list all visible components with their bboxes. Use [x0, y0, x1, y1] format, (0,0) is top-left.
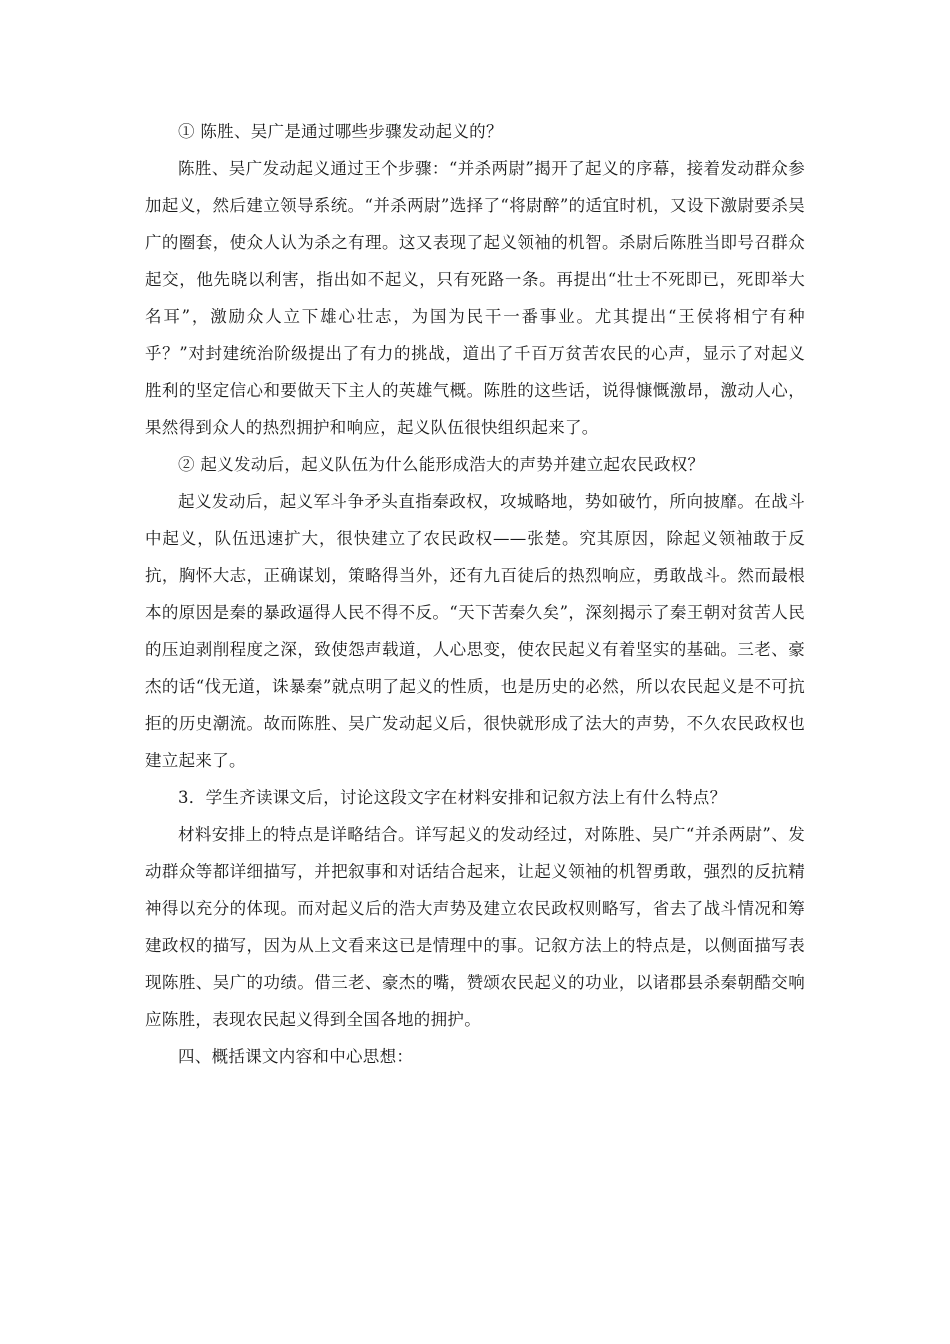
question-2: ② 起义发动后，起义队伍为什么能形成浩大的声势并建立起农民政权？	[178, 455, 705, 474]
answer-2: 起义发动后，起义军斗争矛头直指秦政权，攻城略地，势如破竹，所向披靡。在战斗中起义，队伍迅速扩大，很快建立了农民政权——张楚。究其原因，除起义领袖敢于反抗，胸怀大志，正确谋划，策略得当外，还有九百徒后的热烈响应，勇敢战斗。然而最根本的原因是秦的暴政逼得人民不得不反。“天下苦秦久矣”，深刻揭示了秦王朝对贫苦人民的压迫剥削程度之深，致使怨声载道，人心思变，使农民起义有着坚实的基础。三老、豪杰的话“伐无道，诛暴秦”就点明了起义的性质，也是历史的必然，所以农民起义是不可抗拒的历史潮流。故而陈胜、吴广发动起义后，很快就形成了法大的声势，不久农民政权也建立起来了。	[145, 492, 805, 770]
answer-3: 材料安排上的特点是详略结合。详写起义的发动经过，对陈胜、吴广“并杀两尉”、发动群众等都详细描写，并把叙事和对话结合起来，让起义领袖的机智勇敢，强烈的反抗精神得以充分的体现。而对起义后的浩大声势及建立农民政权则略写，省去了战斗情况和筹建政权的描写，因为从上文看来这已是情理中的事。记叙方法上的特点是，以侧面描写表现陈胜、吴广的功绩。借三老、豪杰的嘴，赞颂农民起义的功业，以诸郡县杀秦朝酷交响应陈胜，表现农民起义得到全国各地的拥护。	[145, 825, 805, 1029]
task-3: 3．学生齐读课文后，讨论这段文字在材料安排和记叙方法上有什么特点？	[178, 788, 727, 807]
question-1: ① 陈胜、吴广是通过哪些步骤发动起义的？	[178, 122, 503, 141]
document-body	[145, 113, 805, 1075]
answer-1: 陈胜、吴广发动起义通过王个步骤：“并杀两尉”揭开了起义的序幕，接着发动群众参加起义，然后建立领导系统。“并杀两尉”选择了“将尉醉”的适宜时机，又设下激尉要杀吴广的圈套，使众人认为杀之有理。这又表现了起义领袖的机智。杀尉后陈胜当即号召群众起交，他先晓以利害，指出如不起义，只有死路一条。再提出“壮士不死即已，死即举大名耳”，激励众人立下雄心壮志，为国为民干一番事业。尤其提出“王侯将相宁有种乎？”对封建统治阶级提出了有力的挑战，道出了千百万贫苦农民的心声，显示了对起义胜利的坚定信心和要做天下主人的英雄气概。陈胜的这些话，说得慷慨激昂，激动人心，果然得到众人的热烈拥护和响应，起义队伍很快组织起来了。	[145, 159, 805, 437]
section-heading-4: 四、概括课文内容和中心思想：	[178, 1047, 414, 1066]
